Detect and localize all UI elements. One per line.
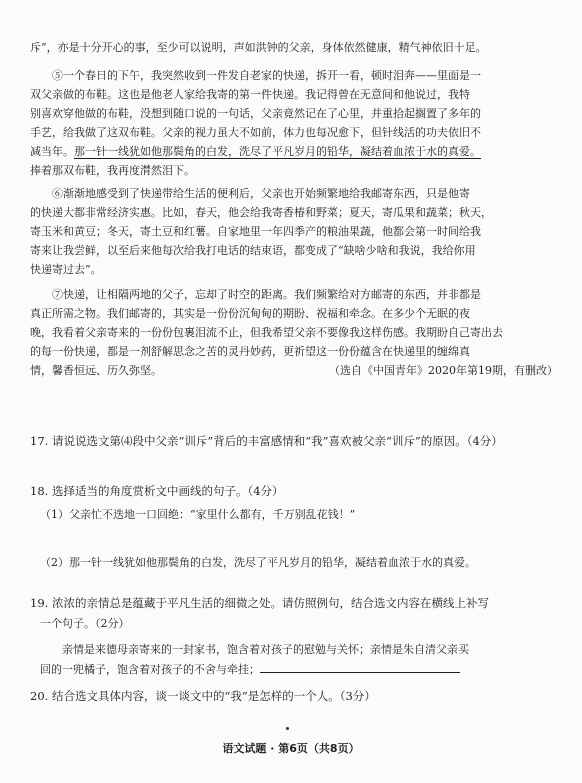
paragraph-5-line: ⑤一个春日的下午，我突然收到一件发自老家的快递，拆开一看，顿时泪奔——里面是一 xyxy=(52,69,481,82)
paragraph-5-line: 双父亲做的布鞋。这也是他老人家给我寄的第一件快递。我记得曾在无意间和他说过，我特 xyxy=(30,88,470,101)
paragraph-7-line: ⑦快递，让相隔两地的父子，忘却了时空的距离。我们频繁给对方邮寄的东西，并非都是 xyxy=(52,288,481,301)
paragraph-5-line: 手艺，给我做了这双布鞋。父亲的视力虽大不如前，体力也每况愈下，但针线活的功夫依旧不 xyxy=(30,126,481,139)
paragraph-5-line: 捧着那双布鞋，我再度潸然泪下。 xyxy=(30,164,195,177)
question-19-line-2: 一个句子。（2分） xyxy=(40,617,130,630)
print-dot xyxy=(286,727,289,730)
example-sentence: 亲情是来德母亲寄来的一封家书，饱含着对孩子的慰勉与关怀；亲情是朱自清父亲买 xyxy=(62,643,469,656)
page-footer: 语文试题 · 第6页（共8页） xyxy=(222,742,360,755)
plain-text: 减当年。 xyxy=(30,145,74,158)
paragraph-6-line: 寄来让我尝鲜，以至后来他每次给我打电话的结束语，都变成了“缺啥少啥和我说，我给你用 xyxy=(30,244,476,257)
passage-line: 斥”，亦是十分开心的事，至少可以说明，声如洪钟的父亲，身体依然健康，精气神依旧十足。 xyxy=(30,41,487,54)
paragraph-6-line: 的快递大都非常经济实惠。比如，春天，他会给我寄香椿和野菜；夏天，寄瓜果和蔬菜；秋天， xyxy=(30,206,492,219)
paragraph-5-line xyxy=(30,142,558,161)
question-19: 19. 浓浓的亲情总是蕴藏于平凡生活的细微之处。请仿照例句，结合选文内容在横线上补写 xyxy=(30,596,489,610)
question-18-sentence-1: （1）父亲忙不迭地一口回绝：“家里什么都有，千万别乱花钱！” xyxy=(40,508,356,521)
example-text: 回的一兜橘子，饱含着对孩子的不舍与牵挂； xyxy=(40,663,260,676)
paragraph-6-line: ⑥渐渐地感受到了快递带给生活的便利后，父亲也开始频繁地给我邮寄东西，只是他寄 xyxy=(52,187,470,200)
paragraph-6-line: 寄玉米和黄豆；冬天，寄土豆和红薯。自家地里一年四季产的粮油果蔬，他都会第一时间给我 xyxy=(30,225,481,238)
underlined-sentence: 那一针一线犹如他那鬓角的白发，洗尽了平凡岁月的铅华，凝结着血浓于水的真爱。 xyxy=(74,145,481,158)
reading-passage xyxy=(30,38,558,380)
answer-blank[interactable] xyxy=(260,660,460,673)
question-18-sentence-2: （2）那一针一线犹如他那鬓角的白发，洗尽了平凡岁月的铅华，凝结着血浓于水的真爱。 xyxy=(40,556,476,569)
question-17: 17. 请说说选文第⑷段中父亲“训斥”背后的丰富感情和“我”喜欢被父亲“训斥”的原因。（4分） xyxy=(30,434,503,448)
source-citation: （选自《中国青年》2020年第19期，有删改） xyxy=(329,364,558,377)
plain-text: 情，馨香恒远、历久弥坚。 xyxy=(30,364,162,377)
paragraph-5-line: 别喜欢穿他做的布鞋，没想到随口说的一句话，父亲竟然记在了心里，并重拾起搁置了多年的 xyxy=(30,107,481,120)
example-sentence-continued xyxy=(40,660,550,679)
paragraph-7-line: 的每一份快递，都是一剂舒解思念之苦的灵丹妙药，更祈望这一份份蕴含在快递里的缠绵真 xyxy=(30,345,470,358)
paragraph-6-line: 快递寄过去”。 xyxy=(30,263,102,276)
paragraph-7-line: 真正所需之物。我们邮寄的，其实是一份份沉甸甸的期盼、祝福和牵念。在多少个无眠的夜 xyxy=(30,307,470,320)
question-20: 20. 结合选文具体内容，谈一谈文中的“我”是怎样的一个人。（3分） xyxy=(30,689,376,703)
paragraph-7-line xyxy=(30,361,558,380)
paragraph-7-line: 晚，我看着父亲寄来的一份份包裹泪流不止，但我希望父亲不要像我这样伤感。我期盼自己寄出去 xyxy=(30,326,503,339)
question-18: 18. 选择适当的角度赏析文中画线的句子。（4分） xyxy=(30,484,284,498)
